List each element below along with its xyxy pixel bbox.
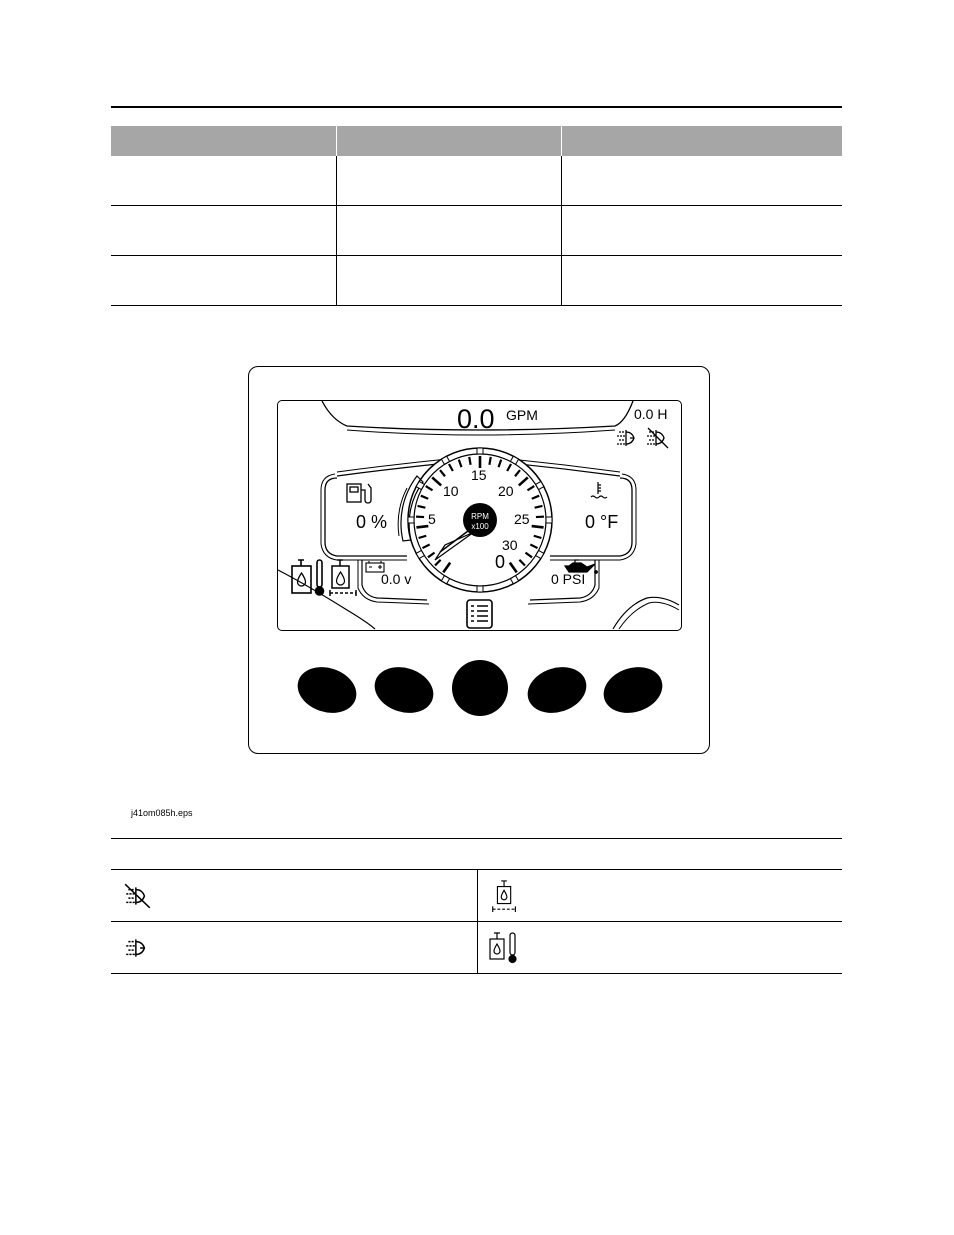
- fuel-pump-icon: [347, 484, 371, 503]
- dpf-regen-icon: [121, 933, 155, 963]
- top-table: [111, 126, 842, 306]
- table-row: [111, 870, 842, 922]
- tach-label-5: 5: [428, 511, 436, 527]
- tach-label-30: 30: [502, 537, 518, 553]
- tach-label-10: 10: [443, 483, 459, 499]
- table-row: [111, 206, 842, 256]
- top-rule: [111, 106, 842, 108]
- battery-voltage: 0.0 v: [381, 571, 412, 587]
- tach-bezel-mark: [477, 586, 483, 592]
- coolant-temp-icon: [591, 482, 607, 498]
- table-header-row: [111, 126, 842, 156]
- icon-legend-table: [111, 869, 842, 974]
- hydraulic-filter-icon: [330, 560, 356, 596]
- tach-tick: [489, 457, 490, 465]
- hydraulic-oil-temp-icon: [488, 931, 524, 965]
- tach-tick: [416, 526, 428, 527]
- tach-bezel-mark: [477, 448, 483, 454]
- tach-reading: 0: [495, 552, 506, 572]
- table-row: [111, 156, 842, 206]
- table-row: [111, 256, 842, 306]
- tach-bezel-mark: [408, 517, 414, 523]
- hydraulic-filter-icon: [488, 879, 522, 913]
- hydraulic-oil-temp-icon: [292, 560, 324, 595]
- tach-tick: [532, 526, 544, 527]
- menu-icon: [467, 600, 492, 628]
- section-rule: [111, 838, 842, 839]
- flow-unit: GPM: [506, 407, 538, 423]
- tach-bezel-mark: [546, 517, 552, 523]
- tachometer-gauge: [398, 448, 552, 592]
- tach-label-15: 15: [471, 467, 487, 483]
- soft-key-center[interactable]: [452, 660, 508, 716]
- dpf-regen-icon: [617, 430, 634, 446]
- regen-inhibit-icon: [121, 881, 155, 911]
- oil-pressure: 0 PSI: [551, 571, 586, 587]
- tach-label-25: 25: [514, 511, 530, 527]
- regen-inhibit-icon: [647, 428, 668, 448]
- engine-hours: 0.0 H: [634, 406, 668, 422]
- figure-caption: j41om085h.eps: [131, 808, 193, 818]
- rpm-multiplier: x100: [471, 522, 489, 531]
- fuel-level: 0 %: [356, 512, 388, 532]
- rpm-label: RPM: [471, 512, 489, 521]
- lcd-graphics: [277, 400, 681, 630]
- tach-label-20: 20: [498, 483, 514, 499]
- table-row: [111, 922, 842, 974]
- tach-tick: [469, 457, 470, 465]
- coolant-temperature: 0 °F: [585, 512, 619, 532]
- flow-value: 0.0: [457, 404, 495, 434]
